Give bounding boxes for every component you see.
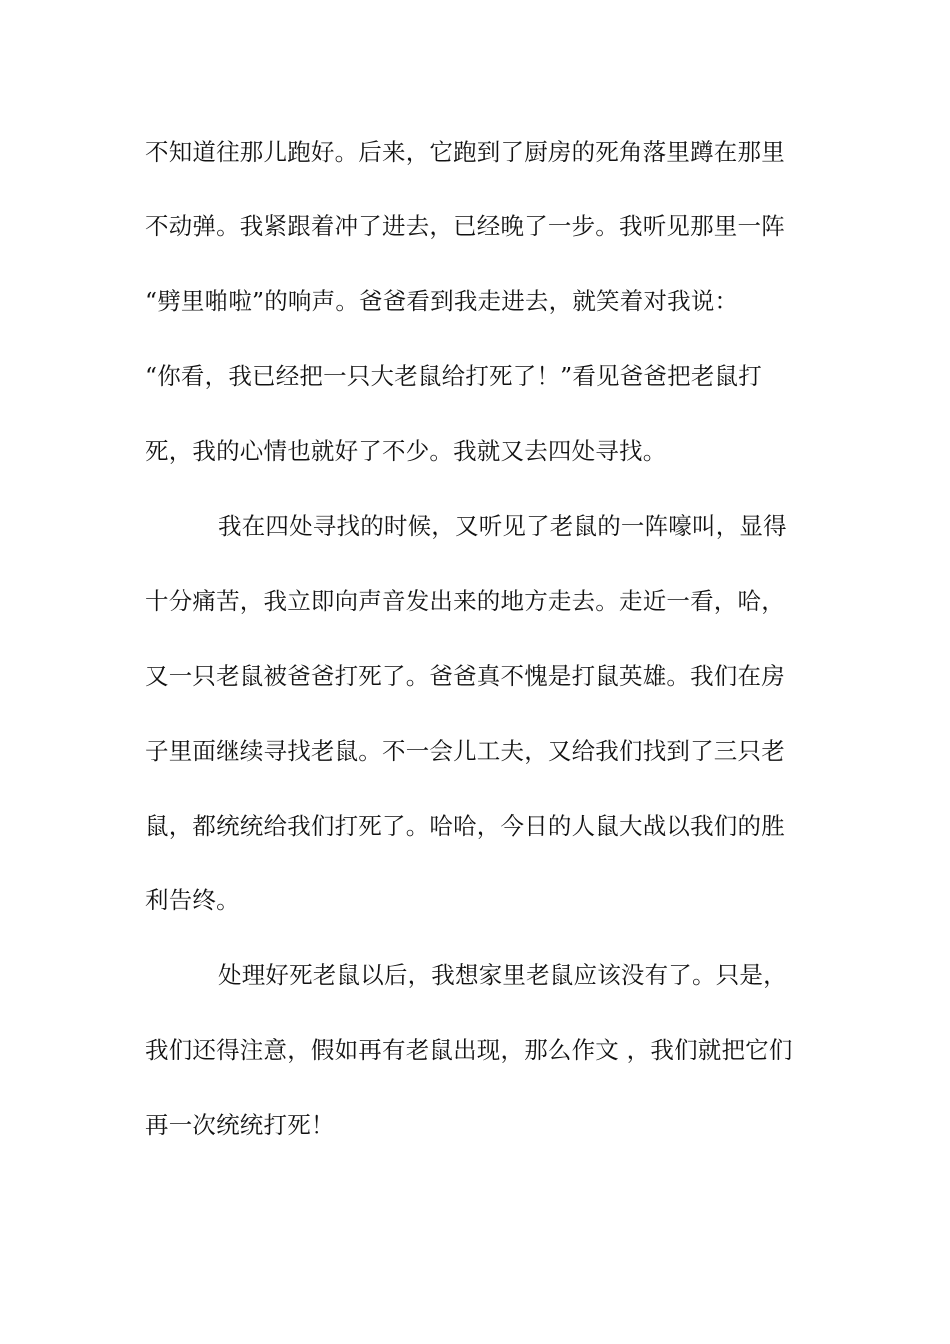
text-line: 鼠，都统统给我们打死了。哈哈，今日的人鼠大战以我们的胜 (145, 812, 785, 840)
text-line: 利告终。 (145, 886, 240, 914)
paragraph-first-line: 我在四处寻找的时候，又听见了老鼠的一阵嚎叫，显得 (218, 512, 787, 540)
text-line: 又一只老鼠被爸爸打死了。爸爸真不愧是打鼠英雄。我们在房 (145, 662, 785, 690)
text-line: 十分痛苦，我立即向声音发出来的地方走去。走近一看，哈， (145, 587, 785, 615)
text-line: 我们还得注意，假如再有老鼠出现，那么作文 ，我们就把它们 (145, 1036, 793, 1064)
text-line: “你看，我已经把一只大老鼠给打死了！”看见爸爸把老鼠打 (145, 362, 762, 390)
text-line: “劈里啪啦”的响声。爸爸看到我走进去，就笑着对我说： (145, 287, 739, 315)
text-line: 再一次统统打死！ (145, 1111, 335, 1139)
text-line: 不动弹。我紧跟着冲了进去，已经晚了一步。我听见那里一阵 (145, 212, 785, 240)
paragraph-first-line: 处理好死老鼠以后，我想家里老鼠应该没有了。只是， (218, 961, 787, 989)
text-line: 不知道往那儿跑好。后来，它跑到了厨房的死角落里蹲在那里 (145, 138, 785, 166)
text-line: 子里面继续寻找老鼠。不一会儿工夫，又给我们找到了三只老 (145, 737, 785, 765)
text-line: 死，我的心情也就好了不少。我就又去四处寻找。 (145, 437, 667, 465)
